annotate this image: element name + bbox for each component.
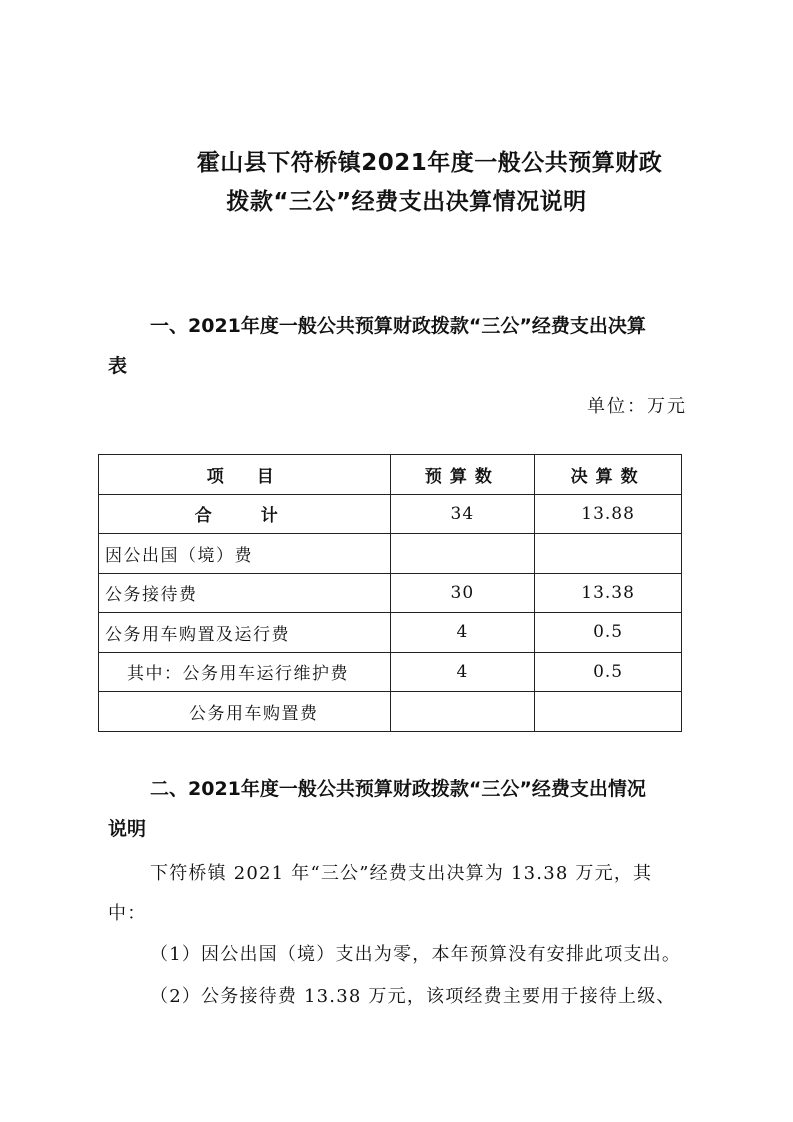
document-title-line-2: 拨款“三公”经费支出决算情况说明 [226,189,587,215]
paragraph-summary: 下符桥镇 2021 年“三公”经费支出决算为 13.38 万元，其 [150,863,653,884]
row-final: 0.5 [535,613,682,653]
paragraph-item-2: （2）公务接待费 13.38 万元，该项经费主要用于接待上级、 [150,986,676,1007]
unit-label: 单位：万元 [587,396,687,417]
table-row [99,692,682,732]
table-row-total [99,494,682,534]
row-item: 其中：公务用车运行维护费 [99,652,391,692]
row-item: 合 计 [99,494,391,534]
section-2-heading-continued: 说明 [108,818,147,840]
header-budget: 预算数 [390,455,535,495]
row-budget: 30 [390,573,535,613]
paragraph-item-1: （1）因公出国（境）支出为零，本年预算没有安排此项支出。 [150,944,682,965]
table-row [99,652,682,692]
row-final: 0.5 [535,652,682,692]
table-header-row [99,455,682,495]
document-title-line-1: 霍山县下符桥镇2021年度一般公共预算财政 [196,150,663,176]
table-row [99,534,682,574]
row-budget: 4 [390,613,535,653]
row-item: 公务用车购置费 [99,692,391,732]
row-item: 公务用车购置及运行费 [99,613,391,653]
budget-table [98,454,682,732]
paragraph-summary-continued: 中： [108,903,147,924]
row-budget: 4 [390,652,535,692]
table-row [99,573,682,613]
header-final: 决算数 [535,455,682,495]
row-final: 13.88 [535,494,682,534]
row-item: 公务接待费 [99,573,391,613]
row-budget [390,692,535,732]
section-2-heading: 二、2021年度一般公共预算财政拨款“三公”经费支出情况 [150,778,646,800]
row-final [535,692,682,732]
header-item: 项 目 [99,455,391,495]
row-budget: 34 [390,494,535,534]
section-1-heading-continued: 表 [108,355,128,377]
table-row [99,613,682,653]
row-final [535,534,682,574]
row-budget [390,534,535,574]
section-1-heading: 一、2021年度一般公共预算财政拨款“三公”经费支出决算 [150,315,646,337]
row-item: 因公出国（境）费 [99,534,391,574]
row-final: 13.38 [535,573,682,613]
